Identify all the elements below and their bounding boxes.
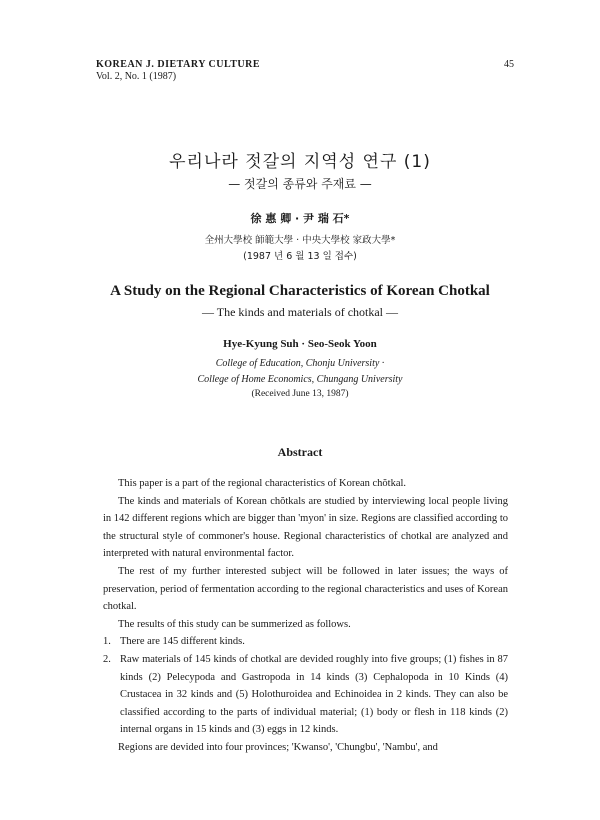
korean-affiliation: 全州大學校 師範大學 · 中央大學校 家政大學* <box>204 235 396 246</box>
list-number: 2. <box>103 653 111 665</box>
korean-title: 우리나라 젓갈의 지역성 연구 (1) <box>169 152 431 172</box>
abstract-paragraph-5: Regions are devided into four provinces; 'Kwanso', 'Chungbu', 'Nambu', and <box>118 741 438 753</box>
list-item-text: There are 145 different kinds. <box>120 636 245 648</box>
journal-volume: Vol. 2, No. 1 (1987) <box>96 71 177 82</box>
list-item-text: Raw materials of 145 kinds of chotkal are devided roughly into five groups; (1) fishes in 87 kinds (2) Pelecypoda and Gastropoda in 14 kinds (3) Cephalopoda in 10 Kinds (4) Crustacea in 32 kinds and (5) Holothuroidea and Echinoidea in 2 kinds. They can also be classified according to the parts of individual material; (1) body or flesh in 118 kinds (2) internal organs in 15 kinds and (3) eggs in 12 kinds. <box>120 653 508 736</box>
abstract-paragraph-1: This paper is a part of the regional characteristics of Korean chŏtkal. <box>118 478 407 489</box>
english-received-date: (Received June 13, 1987) <box>251 389 349 399</box>
list-item <box>103 651 508 739</box>
abstract-paragraph-2: The kinds and materials of Korean chŏtkals are studied by interviewing local people living in 142 different regions which are bigger than 'myon' in size. Regions are classified according to the structural style of commoner's house. Regional characteristics of chotkal are analyzed and interpreted with natural environmental factor. <box>103 495 508 560</box>
abstract-heading: Abstract <box>277 445 323 459</box>
english-affiliation-2: College of Home Economics, Chungang University <box>197 374 403 385</box>
korean-received-date: (1987 년 6 월 13 일 접수) <box>243 251 357 262</box>
korean-authors: 徐 惠 卿 · 尹 瑞 石* <box>250 212 350 225</box>
abstract-paragraph-4: The results of this study can be summerized as follows. <box>118 618 351 630</box>
english-title: A Study on the Regional Characteristics of Korean Chotkal <box>110 283 490 299</box>
english-affiliation-1: College of Education, Chonju University · <box>215 358 385 369</box>
abstract-body <box>103 475 508 757</box>
page-number: 45 <box>504 59 514 70</box>
abstract-paragraph-3: The rest of my further interested subject will be followed in later issues; the ways of preservation, period of fermentation according to the regional characteristics and uses of Korean chotkal. <box>103 565 508 613</box>
list-number: 1. <box>103 636 111 648</box>
journal-name: KOREAN J. DIETARY CULTURE <box>96 59 261 70</box>
english-subtitle: — The kinds and materials of chotkal — <box>201 305 399 319</box>
list-item <box>103 633 508 651</box>
korean-subtitle: — 젓갈의 종류와 주재료 — <box>228 177 372 191</box>
english-authors: Hye-Kyung Suh · Seo-Seok Yoon <box>223 338 377 350</box>
